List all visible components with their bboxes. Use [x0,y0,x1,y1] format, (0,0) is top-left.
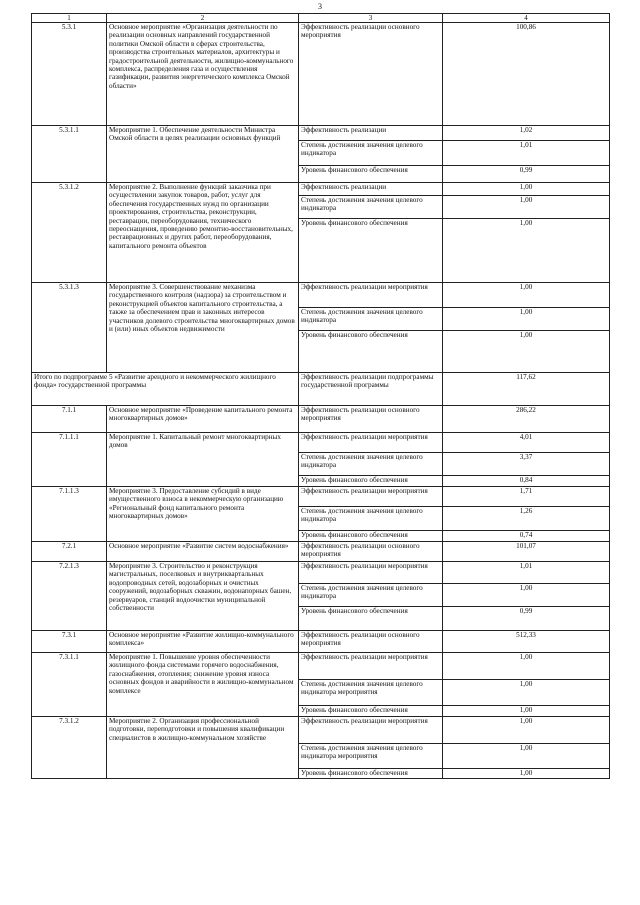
table-row [32,23,610,126]
table-body [32,23,610,779]
table-row [32,406,610,433]
column-header: 2 [107,14,299,23]
criterion-name: Эффективность реализации основного мероприятия [299,542,443,562]
criterion-value: 1,00 [443,308,610,331]
measure-name: Мероприятие 2. Выполнение функций заказчика при осуществлении закупок товаров, работ, услуг для обеспечения государственных нужд по организации проектирования, строительства, реконструкции, реставрации, переоборудования, технического переоснащения, проведению ремонтно-восстановительных, реставрационных и других работ, переоборудования, капитального ремонта объектов [107,183,299,283]
criterion-value: 1,00 [443,331,610,373]
criterion-name: Уровень финансового обеспечения [299,219,443,283]
measure-number: 7.2.1.3 [32,562,107,631]
criterion-value: 117,62 [443,373,610,406]
criterion-value: 286,22 [443,406,610,433]
criterion-value: 3,37 [443,453,610,476]
criterion-name: Эффективность реализации основного мероприятия [299,631,443,653]
criterion-name: Эффективность реализации мероприятия [299,653,443,680]
measure-number: 5.3.1.1 [32,126,107,183]
criterion-name: Степень достижения значения целевого индикатора [299,584,443,607]
criterion-name: Эффективность реализации мероприятия [299,562,443,584]
criterion-value: 1,00 [443,219,610,283]
criterion-value: 1,01 [443,141,610,166]
measure-number: 7.1.1 [32,406,107,433]
criterion-name: Эффективность реализации мероприятия [299,717,443,744]
criterion-name: Эффективность реализации подпрограммы государственной программы [299,373,443,406]
measure-number: 7.1.1.1 [32,433,107,487]
criterion-value: 1,02 [443,126,610,141]
table-row [32,653,610,680]
measure-number: 7.3.1.1 [32,653,107,717]
criterion-name: Уровень финансового обеспечения [299,476,443,487]
measure-number: 7.3.1 [32,631,107,653]
criterion-name: Уровень финансового обеспечения [299,531,443,542]
criterion-value: 1,00 [443,706,610,717]
page-number: 3 [318,2,322,11]
table-row [32,717,610,744]
criterion-name: Степень достижения значения целевого индикатора [299,453,443,476]
criterion-name: Эффективность реализации основного мероприятия [299,23,443,126]
criterion-name: Степень достижения значения целевого индикатора [299,507,443,531]
criterion-name: Эффективность реализации [299,183,443,196]
criterion-name: Эффективность реализации мероприятия [299,433,443,453]
measure-number: 5.3.1 [32,23,107,126]
measure-name: Основное мероприятие «Организация деятельности по реализации основных направлений государственной политики Омской области в сферах строительства, производства строительных материалов, архитектуры и градостроительной деятельности, жилищно-коммунального комплекса, распределения газа и осуществления газификации, развития энергетического комплекса Омской области» [107,23,299,126]
criterion-name: Уровень финансового обеспечения [299,706,443,717]
table-row [32,631,610,653]
column-number-row [32,14,610,23]
table-row [32,283,610,308]
measure-name: Основное мероприятие «Развитие систем водоснабжения» [107,542,299,562]
column-header: 1 [32,14,107,23]
measure-number: 7.3.1.2 [32,717,107,779]
table-row [32,487,610,507]
column-header: 4 [443,14,610,23]
criterion-name: Уровень финансового обеспечения [299,607,443,631]
measure-name: Мероприятие 3. Строительство и реконструкция магистральных, поселковых и внутриквартальных водопроводных сетей, водозаборных и очистных сооружений, водозаборных скважин, водонапорных башен, резервуаров, станций водоочистки муниципальной собственности [107,562,299,631]
measure-number: 7.1.1.3 [32,487,107,542]
criterion-name: Степень достижения значения целевого индикатора [299,196,443,219]
criterion-value: 0,84 [443,476,610,487]
measure-number: 5.3.1.3 [32,283,107,373]
criterion-value: 1,00 [443,769,610,779]
measure-name: Мероприятие 1. Капитальный ремонт многоквартирных домов [107,433,299,487]
criterion-name: Эффективность реализации основного мероприятия [299,406,443,433]
criterion-value: 1,00 [443,584,610,607]
criterion-value: 1,00 [443,183,610,196]
criterion-name: Степень достижения значения целевого индикатора мероприятия [299,744,443,769]
criterion-value: 100,86 [443,23,610,126]
subprogram-total-label: Итого по подпрограмме 5 «Развитие арендного и некоммерческого жилищного фонда» государственной программы [32,373,299,406]
criterion-value: 1,71 [443,487,610,507]
measure-number: 5.3.1.2 [32,183,107,283]
table-row [32,183,610,196]
criterion-value: 0,99 [443,607,610,631]
measure-number: 7.2.1 [32,542,107,562]
criterion-value: 0,74 [443,531,610,542]
criterion-value: 1,00 [443,196,610,219]
criterion-value: 1,01 [443,562,610,584]
table-row [32,373,610,406]
measure-name: Мероприятие 3. Совершенствование механизма государственного контроля (надзора) за строительством и реконструкцией объектов капитального строительства, а также за обеспечением прав и законных интересов участников долевого строительства многоквартирных домов и (или) иных объектов недвижимости [107,283,299,373]
table-row [32,126,610,141]
criterion-value: 1,00 [443,744,610,769]
criterion-value: 1,00 [443,653,610,680]
measure-name: Мероприятие 2. Организация профессиональной подготовки, переподготовки и повышения квалификации специалистов в жилищно-коммунальном хозяйстве [107,717,299,779]
criterion-name: Степень достижения значения целевого индикатора [299,141,443,166]
measure-name: Основное мероприятие «Развитие жилищно-коммунального комплекса» [107,631,299,653]
column-header: 3 [299,14,443,23]
criterion-name: Степень достижения значения целевого индикатора [299,308,443,331]
measure-name: Мероприятие 3. Предоставление субсидий в виде имущественного взноса в некоммерческую организацию «Региональный фонд капитального ремонта многоквартирных домов» [107,487,299,542]
evaluation-table [31,13,610,779]
criterion-name: Эффективность реализации мероприятия [299,283,443,308]
criterion-value: 1,00 [443,680,610,706]
criterion-name: Уровень финансового обеспечения [299,166,443,183]
measure-name: Основное мероприятие «Проведение капитального ремонта многоквартирных домов» [107,406,299,433]
measure-name: Мероприятие 1. Повышение уровня обеспеченности жилищного фонда системами горячего водоснабжения, газоснабжения, отопления; снижение уровня износа основных фондов и аварийности в жилищно-коммунальном комплексе [107,653,299,717]
criterion-value: 0,99 [443,166,610,183]
criterion-name: Уровень финансового обеспечения [299,769,443,779]
criterion-name: Эффективность реализации [299,126,443,141]
criterion-name: Уровень финансового обеспечения [299,331,443,373]
criterion-name: Эффективность реализации мероприятия [299,487,443,507]
table-row [32,433,610,453]
table-row [32,542,610,562]
criterion-value: 1,00 [443,717,610,744]
criterion-value: 512,33 [443,631,610,653]
measure-name: Мероприятие 1. Обеспечение деятельности Министра Омской области в целях реализации основных функций [107,126,299,183]
criterion-name: Степень достижения значения целевого индикатора мероприятия [299,680,443,706]
criterion-value: 4,01 [443,433,610,453]
criterion-value: 1,26 [443,507,610,531]
criterion-value: 1,00 [443,283,610,308]
criterion-value: 101,07 [443,542,610,562]
table-row [32,562,610,584]
